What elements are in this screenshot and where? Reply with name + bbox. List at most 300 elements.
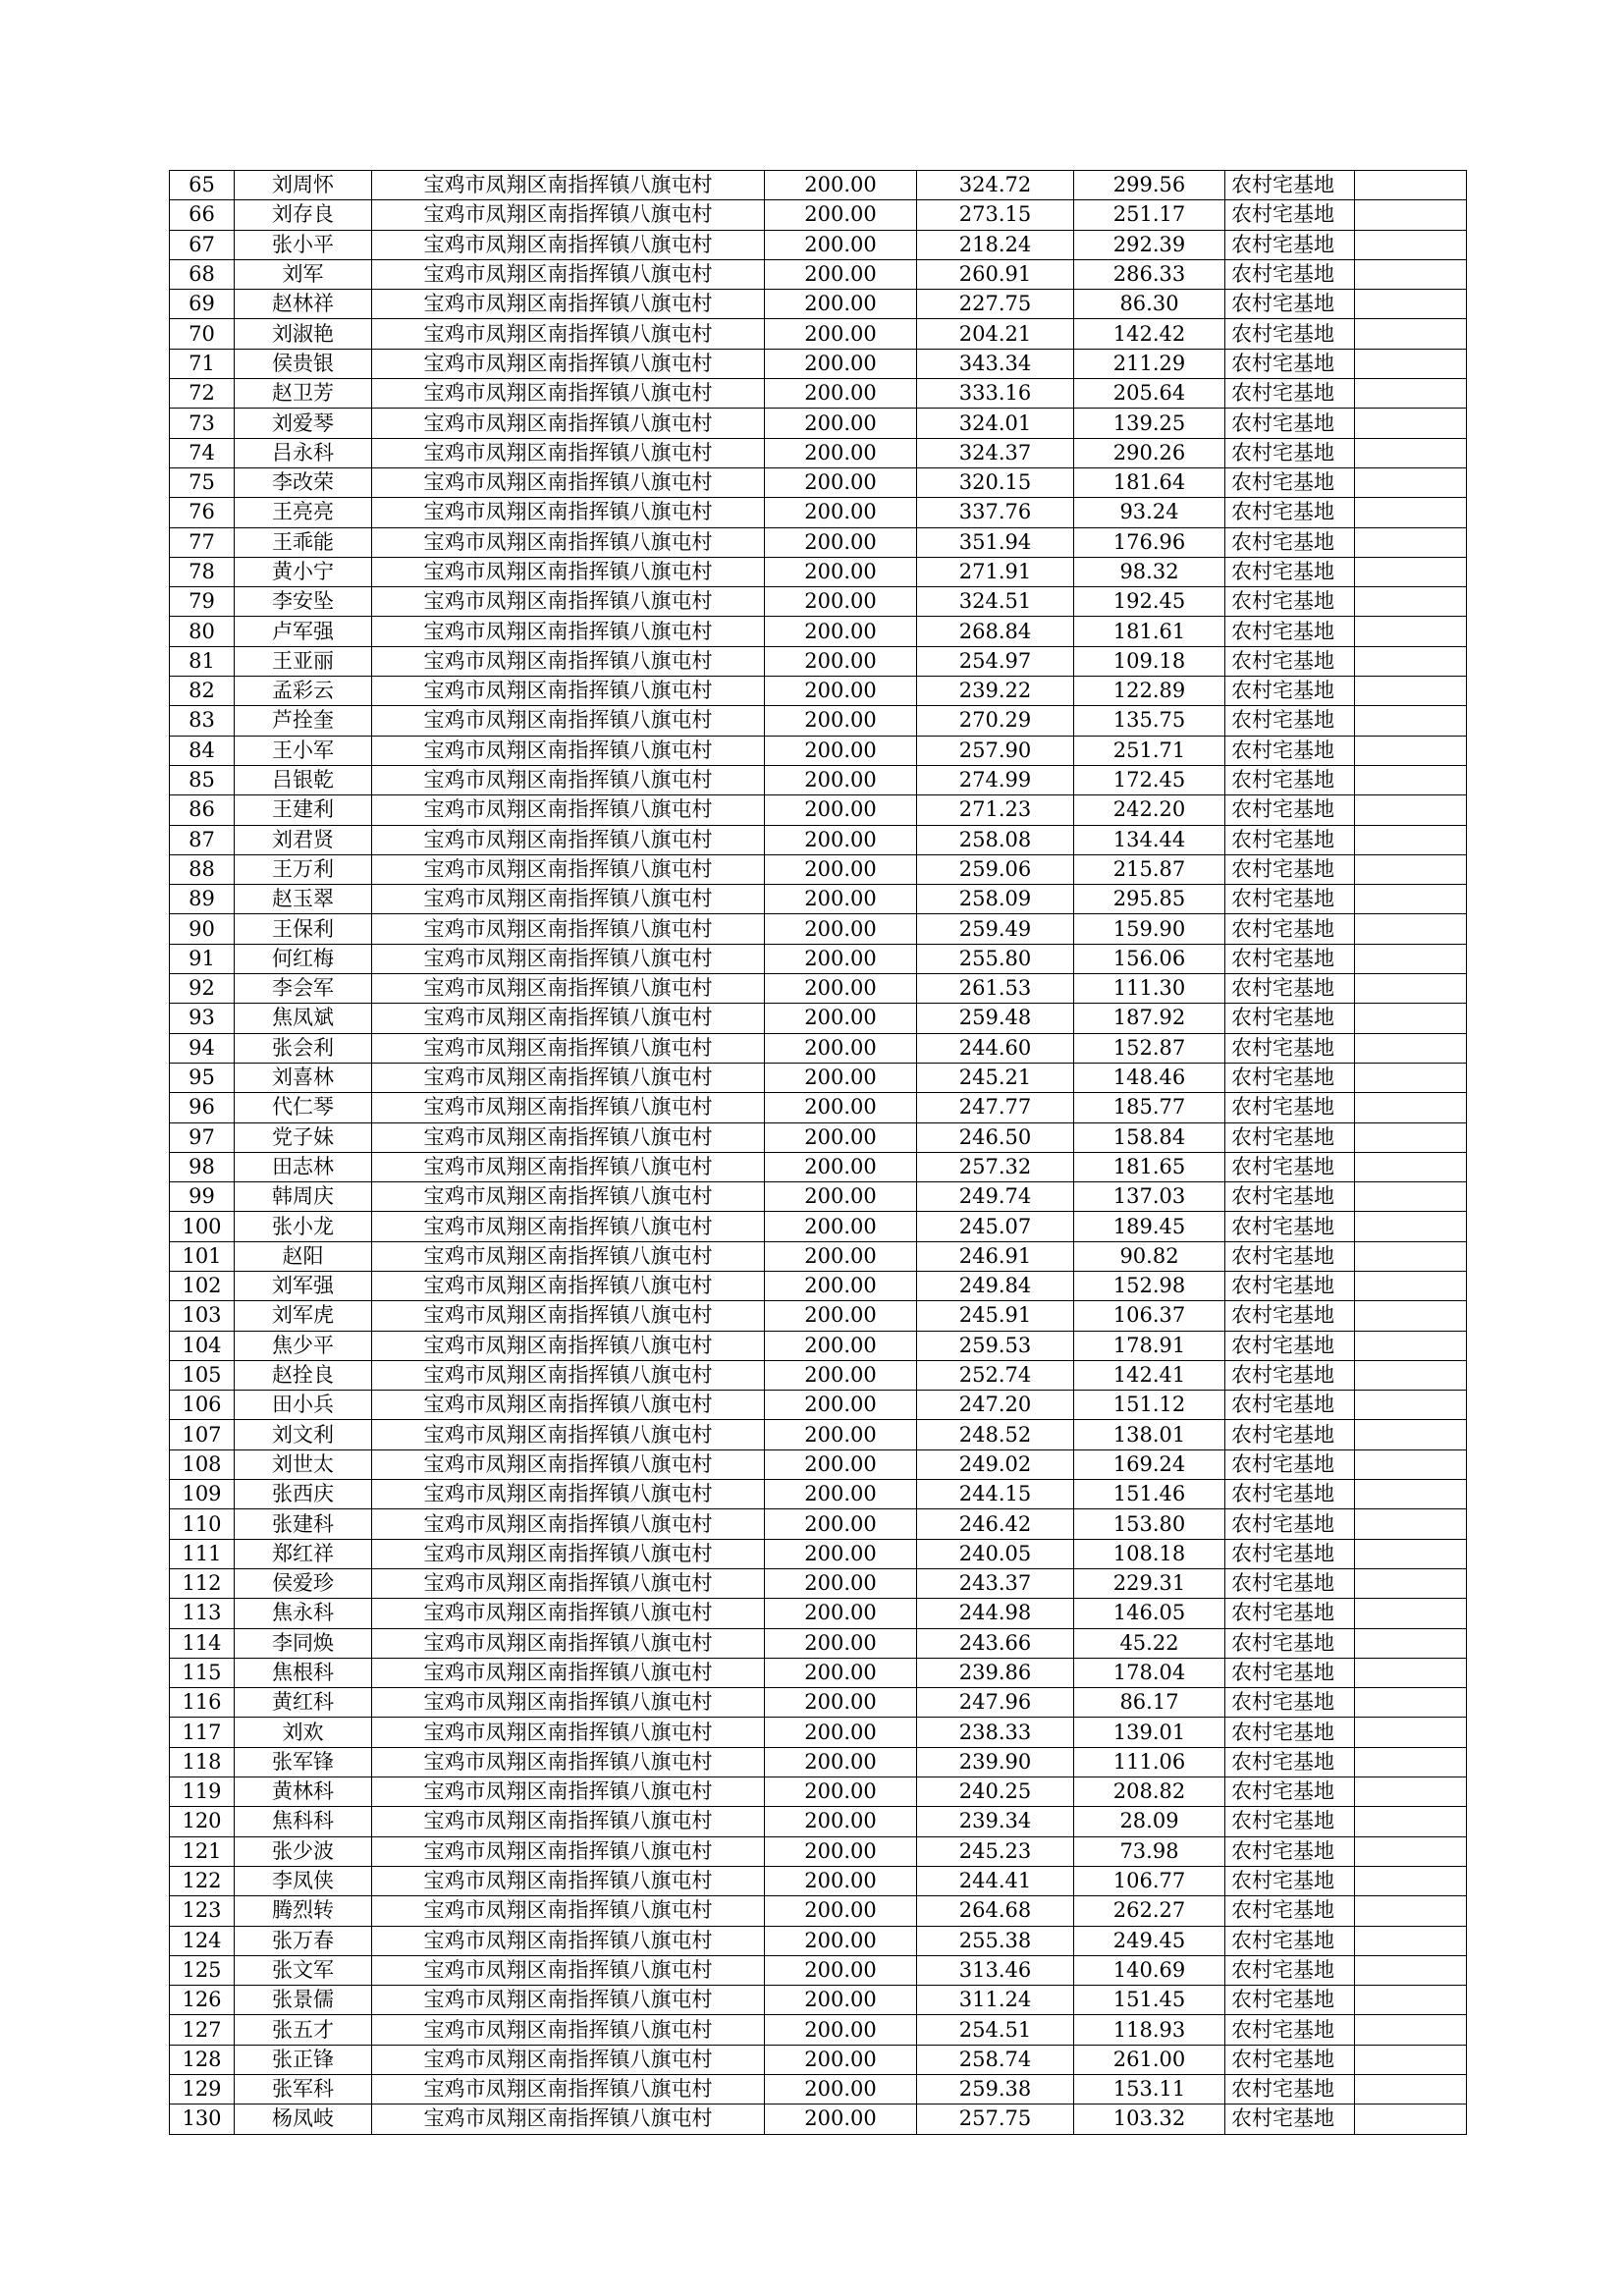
- building-area-cell: 153.11: [1074, 2075, 1225, 2105]
- approved-area-cell: 227.75: [917, 290, 1074, 319]
- standard-area-cell: 200.00: [765, 1926, 917, 1955]
- address-cell: 宝鸡市凤翔区南指挥镇八旗屯村: [372, 765, 765, 794]
- remarks-cell: [1355, 2075, 1467, 2105]
- remarks-cell: [1355, 171, 1467, 200]
- row-number-cell: 101: [170, 1241, 235, 1271]
- building-area-cell: 151.46: [1074, 1480, 1225, 1509]
- row-number-cell: 86: [170, 795, 235, 825]
- remarks-cell: [1355, 1063, 1467, 1092]
- building-area-cell: 286.33: [1074, 259, 1225, 289]
- owner-name-cell: 韩周庆: [235, 1182, 372, 1212]
- standard-area-cell: 200.00: [765, 1747, 917, 1777]
- row-number-cell: 87: [170, 825, 235, 854]
- owner-name-cell: 张景儒: [235, 1986, 372, 2015]
- standard-area-cell: 200.00: [765, 1093, 917, 1122]
- land-type-cell: 农村宅基地: [1225, 587, 1355, 617]
- standard-area-cell: 200.00: [765, 2015, 917, 2045]
- remarks-cell: [1355, 677, 1467, 706]
- building-area-cell: 142.41: [1074, 1360, 1225, 1390]
- address-cell: 宝鸡市凤翔区南指挥镇八旗屯村: [372, 557, 765, 586]
- remarks-cell: [1355, 1449, 1467, 1479]
- owner-name-cell: 王保利: [235, 914, 372, 944]
- table-row: [170, 1033, 1467, 1063]
- owner-name-cell: 李会军: [235, 974, 372, 1004]
- remarks-cell: [1355, 885, 1467, 914]
- building-area-cell: 251.71: [1074, 736, 1225, 765]
- row-number-cell: 83: [170, 706, 235, 736]
- building-area-cell: 152.87: [1074, 1033, 1225, 1063]
- row-number-cell: 68: [170, 259, 235, 289]
- approved-area-cell: 324.01: [917, 409, 1074, 438]
- owner-name-cell: 卢军强: [235, 617, 372, 646]
- row-number-cell: 66: [170, 200, 235, 230]
- table-row: [170, 974, 1467, 1004]
- land-type-cell: 农村宅基地: [1225, 1391, 1355, 1420]
- building-area-cell: 176.96: [1074, 527, 1225, 557]
- land-type-cell: 农村宅基地: [1225, 765, 1355, 794]
- address-cell: 宝鸡市凤翔区南指挥镇八旗屯村: [372, 259, 765, 289]
- address-cell: 宝鸡市凤翔区南指挥镇八旗屯村: [372, 379, 765, 409]
- row-number-cell: 81: [170, 646, 235, 676]
- table-row: [170, 290, 1467, 319]
- land-type-cell: 农村宅基地: [1225, 1747, 1355, 1777]
- table-row: [170, 1539, 1467, 1568]
- approved-area-cell: 247.77: [917, 1093, 1074, 1122]
- address-cell: 宝鸡市凤翔区南指挥镇八旗屯村: [372, 1063, 765, 1092]
- building-area-cell: 109.18: [1074, 646, 1225, 676]
- owner-name-cell: 侯贵银: [235, 349, 372, 378]
- land-type-cell: 农村宅基地: [1225, 944, 1355, 973]
- owner-name-cell: 代仁琴: [235, 1093, 372, 1122]
- address-cell: 宝鸡市凤翔区南指挥镇八旗屯村: [372, 349, 765, 378]
- row-number-cell: 69: [170, 290, 235, 319]
- approved-area-cell: 258.74: [917, 2045, 1074, 2074]
- building-area-cell: 229.31: [1074, 1568, 1225, 1598]
- building-area-cell: 299.56: [1074, 171, 1225, 200]
- remarks-cell: [1355, 1658, 1467, 1687]
- owner-name-cell: 李改荣: [235, 467, 372, 497]
- approved-area-cell: 324.51: [917, 587, 1074, 617]
- row-number-cell: 80: [170, 617, 235, 646]
- row-number-cell: 107: [170, 1420, 235, 1449]
- standard-area-cell: 200.00: [765, 1599, 917, 1628]
- land-type-cell: 农村宅基地: [1225, 736, 1355, 765]
- address-cell: 宝鸡市凤翔区南指挥镇八旗屯村: [372, 825, 765, 854]
- address-cell: 宝鸡市凤翔区南指挥镇八旗屯村: [372, 319, 765, 349]
- approved-area-cell: 261.53: [917, 974, 1074, 1004]
- approved-area-cell: 246.42: [917, 1509, 1074, 1539]
- remarks-cell: [1355, 1955, 1467, 1985]
- standard-area-cell: 200.00: [765, 1539, 917, 1568]
- owner-name-cell: 黄小宁: [235, 557, 372, 586]
- owner-name-cell: 张小平: [235, 230, 372, 259]
- land-type-cell: 农村宅基地: [1225, 1301, 1355, 1331]
- building-area-cell: 142.42: [1074, 319, 1225, 349]
- row-number-cell: 113: [170, 1599, 235, 1628]
- remarks-cell: [1355, 1568, 1467, 1598]
- remarks-cell: [1355, 1896, 1467, 1926]
- owner-name-cell: 王万利: [235, 854, 372, 884]
- address-cell: 宝鸡市凤翔区南指挥镇八旗屯村: [372, 706, 765, 736]
- building-area-cell: 137.03: [1074, 1182, 1225, 1212]
- row-number-cell: 70: [170, 319, 235, 349]
- building-area-cell: 98.32: [1074, 557, 1225, 586]
- approved-area-cell: 268.84: [917, 617, 1074, 646]
- table-row: [170, 498, 1467, 527]
- approved-area-cell: 259.49: [917, 914, 1074, 944]
- address-cell: 宝鸡市凤翔区南指挥镇八旗屯村: [372, 1926, 765, 1955]
- table-row: [170, 914, 1467, 944]
- remarks-cell: [1355, 1004, 1467, 1033]
- row-number-cell: 120: [170, 1807, 235, 1836]
- standard-area-cell: 200.00: [765, 200, 917, 230]
- building-area-cell: 90.82: [1074, 1241, 1225, 1271]
- standard-area-cell: 200.00: [765, 677, 917, 706]
- owner-name-cell: 张万春: [235, 1926, 372, 1955]
- land-type-cell: 农村宅基地: [1225, 677, 1355, 706]
- land-type-cell: 农村宅基地: [1225, 1420, 1355, 1449]
- standard-area-cell: 200.00: [765, 1122, 917, 1152]
- table-row: [170, 854, 1467, 884]
- table-row: [170, 1688, 1467, 1718]
- land-type-cell: 农村宅基地: [1225, 825, 1355, 854]
- address-cell: 宝鸡市凤翔区南指挥镇八旗屯村: [372, 1747, 765, 1777]
- land-type-cell: 农村宅基地: [1225, 527, 1355, 557]
- standard-area-cell: 200.00: [765, 171, 917, 200]
- owner-name-cell: 焦凤斌: [235, 1004, 372, 1033]
- approved-area-cell: 274.99: [917, 765, 1074, 794]
- owner-name-cell: 吕永科: [235, 438, 372, 467]
- land-type-cell: 农村宅基地: [1225, 885, 1355, 914]
- land-type-cell: 农村宅基地: [1225, 290, 1355, 319]
- land-type-cell: 农村宅基地: [1225, 1033, 1355, 1063]
- address-cell: 宝鸡市凤翔区南指挥镇八旗屯村: [372, 409, 765, 438]
- row-number-cell: 116: [170, 1688, 235, 1718]
- row-number-cell: 103: [170, 1301, 235, 1331]
- approved-area-cell: 255.80: [917, 944, 1074, 973]
- row-number-cell: 79: [170, 587, 235, 617]
- address-cell: 宝鸡市凤翔区南指挥镇八旗屯村: [372, 1391, 765, 1420]
- row-number-cell: 85: [170, 765, 235, 794]
- standard-area-cell: 200.00: [765, 914, 917, 944]
- table-row: [170, 1747, 1467, 1777]
- address-cell: 宝鸡市凤翔区南指挥镇八旗屯村: [372, 885, 765, 914]
- standard-area-cell: 200.00: [765, 1480, 917, 1509]
- address-cell: 宝鸡市凤翔区南指挥镇八旗屯村: [372, 1896, 765, 1926]
- table-row: [170, 1182, 1467, 1212]
- remarks-cell: [1355, 1539, 1467, 1568]
- land-type-cell: 农村宅基地: [1225, 557, 1355, 586]
- address-cell: 宝鸡市凤翔区南指挥镇八旗屯村: [372, 467, 765, 497]
- remarks-cell: [1355, 1093, 1467, 1122]
- standard-area-cell: 200.00: [765, 736, 917, 765]
- land-type-cell: 农村宅基地: [1225, 2075, 1355, 2105]
- table-row: [170, 1718, 1467, 1747]
- address-cell: 宝鸡市凤翔区南指挥镇八旗屯村: [372, 1777, 765, 1807]
- standard-area-cell: 200.00: [765, 1063, 917, 1092]
- approved-area-cell: 239.90: [917, 1747, 1074, 1777]
- building-area-cell: 208.82: [1074, 1777, 1225, 1807]
- owner-name-cell: 王小军: [235, 736, 372, 765]
- land-type-cell: 农村宅基地: [1225, 1093, 1355, 1122]
- address-cell: 宝鸡市凤翔区南指挥镇八旗屯村: [372, 617, 765, 646]
- row-number-cell: 117: [170, 1718, 235, 1747]
- row-number-cell: 109: [170, 1480, 235, 1509]
- row-number-cell: 76: [170, 498, 235, 527]
- owner-name-cell: 张少波: [235, 1836, 372, 1866]
- building-area-cell: 140.69: [1074, 1955, 1225, 1985]
- building-area-cell: 146.05: [1074, 1599, 1225, 1628]
- land-type-cell: 农村宅基地: [1225, 617, 1355, 646]
- row-number-cell: 90: [170, 914, 235, 944]
- standard-area-cell: 200.00: [765, 1568, 917, 1598]
- approved-area-cell: 245.91: [917, 1301, 1074, 1331]
- approved-area-cell: 243.66: [917, 1628, 1074, 1658]
- standard-area-cell: 200.00: [765, 1896, 917, 1926]
- row-number-cell: 108: [170, 1449, 235, 1479]
- land-type-cell: 农村宅基地: [1225, 319, 1355, 349]
- address-cell: 宝鸡市凤翔区南指挥镇八旗屯村: [372, 1539, 765, 1568]
- remarks-cell: [1355, 587, 1467, 617]
- address-cell: 宝鸡市凤翔区南指挥镇八旗屯村: [372, 1628, 765, 1658]
- remarks-cell: [1355, 1688, 1467, 1718]
- address-cell: 宝鸡市凤翔区南指挥镇八旗屯村: [372, 438, 765, 467]
- owner-name-cell: 张建科: [235, 1509, 372, 1539]
- address-cell: 宝鸡市凤翔区南指挥镇八旗屯村: [372, 646, 765, 676]
- remarks-cell: [1355, 1033, 1467, 1063]
- standard-area-cell: 200.00: [765, 1509, 917, 1539]
- remarks-cell: [1355, 1271, 1467, 1300]
- address-cell: 宝鸡市凤翔区南指挥镇八旗屯村: [372, 200, 765, 230]
- owner-name-cell: 赵林祥: [235, 290, 372, 319]
- standard-area-cell: 200.00: [765, 1628, 917, 1658]
- standard-area-cell: 200.00: [765, 765, 917, 794]
- approved-area-cell: 258.08: [917, 825, 1074, 854]
- approved-area-cell: 245.23: [917, 1836, 1074, 1866]
- land-type-cell: 农村宅基地: [1225, 854, 1355, 884]
- remarks-cell: [1355, 527, 1467, 557]
- remarks-cell: [1355, 259, 1467, 289]
- remarks-cell: [1355, 765, 1467, 794]
- table-row: [170, 825, 1467, 854]
- land-type-cell: 农村宅基地: [1225, 1182, 1355, 1212]
- table-row: [170, 527, 1467, 557]
- remarks-cell: [1355, 1986, 1467, 2015]
- remarks-cell: [1355, 319, 1467, 349]
- row-number-cell: 74: [170, 438, 235, 467]
- building-area-cell: 103.32: [1074, 2105, 1225, 2134]
- land-type-cell: 农村宅基地: [1225, 1866, 1355, 1895]
- owner-name-cell: 张正锋: [235, 2045, 372, 2074]
- table-row: [170, 587, 1467, 617]
- owner-name-cell: 焦少平: [235, 1331, 372, 1360]
- table-row: [170, 885, 1467, 914]
- land-type-cell: 农村宅基地: [1225, 1360, 1355, 1390]
- standard-area-cell: 200.00: [765, 467, 917, 497]
- approved-area-cell: 351.94: [917, 527, 1074, 557]
- land-type-cell: 农村宅基地: [1225, 1539, 1355, 1568]
- building-area-cell: 158.84: [1074, 1122, 1225, 1152]
- approved-area-cell: 343.34: [917, 349, 1074, 378]
- building-area-cell: 135.75: [1074, 706, 1225, 736]
- remarks-cell: [1355, 854, 1467, 884]
- row-number-cell: 75: [170, 467, 235, 497]
- approved-area-cell: 239.34: [917, 1807, 1074, 1836]
- building-area-cell: 181.64: [1074, 467, 1225, 497]
- remarks-cell: [1355, 438, 1467, 467]
- table-row: [170, 1777, 1467, 1807]
- owner-name-cell: 党子妹: [235, 1122, 372, 1152]
- table-row: [170, 319, 1467, 349]
- remarks-cell: [1355, 2015, 1467, 2045]
- land-type-cell: 农村宅基地: [1225, 467, 1355, 497]
- table-row: [170, 795, 1467, 825]
- land-type-cell: 农村宅基地: [1225, 1568, 1355, 1598]
- building-area-cell: 205.64: [1074, 379, 1225, 409]
- standard-area-cell: 200.00: [765, 290, 917, 319]
- owner-name-cell: 何红梅: [235, 944, 372, 973]
- land-type-cell: 农村宅基地: [1225, 498, 1355, 527]
- standard-area-cell: 200.00: [765, 974, 917, 1004]
- land-type-cell: 农村宅基地: [1225, 1449, 1355, 1479]
- approved-area-cell: 246.50: [917, 1122, 1074, 1152]
- standard-area-cell: 200.00: [765, 2045, 917, 2074]
- building-area-cell: 178.04: [1074, 1658, 1225, 1687]
- approved-area-cell: 244.41: [917, 1866, 1074, 1895]
- owner-name-cell: 刘爱琴: [235, 409, 372, 438]
- remarks-cell: [1355, 795, 1467, 825]
- land-type-cell: 农村宅基地: [1225, 379, 1355, 409]
- land-type-cell: 农村宅基地: [1225, 1122, 1355, 1152]
- standard-area-cell: 200.00: [765, 1331, 917, 1360]
- owner-name-cell: 李凤侠: [235, 1866, 372, 1895]
- standard-area-cell: 200.00: [765, 1391, 917, 1420]
- row-number-cell: 98: [170, 1152, 235, 1181]
- row-number-cell: 119: [170, 1777, 235, 1807]
- approved-area-cell: 264.68: [917, 1896, 1074, 1926]
- table-row: [170, 1955, 1467, 1985]
- address-cell: 宝鸡市凤翔区南指挥镇八旗屯村: [372, 1271, 765, 1300]
- land-type-cell: 农村宅基地: [1225, 259, 1355, 289]
- table-row: [170, 944, 1467, 973]
- owner-name-cell: 张军锋: [235, 1747, 372, 1777]
- owner-name-cell: 张西庆: [235, 1480, 372, 1509]
- standard-area-cell: 200.00: [765, 646, 917, 676]
- approved-area-cell: 239.22: [917, 677, 1074, 706]
- row-number-cell: 78: [170, 557, 235, 586]
- row-number-cell: 96: [170, 1093, 235, 1122]
- address-cell: 宝鸡市凤翔区南指挥镇八旗屯村: [372, 1718, 765, 1747]
- standard-area-cell: 200.00: [765, 1271, 917, 1300]
- land-type-cell: 农村宅基地: [1225, 1480, 1355, 1509]
- building-area-cell: 45.22: [1074, 1628, 1225, 1658]
- table-row: [170, 1926, 1467, 1955]
- owner-name-cell: 王乖能: [235, 527, 372, 557]
- table-row: [170, 1212, 1467, 1241]
- row-number-cell: 104: [170, 1331, 235, 1360]
- remarks-cell: [1355, 379, 1467, 409]
- row-number-cell: 106: [170, 1391, 235, 1420]
- row-number-cell: 124: [170, 1926, 235, 1955]
- row-number-cell: 89: [170, 885, 235, 914]
- remarks-cell: [1355, 349, 1467, 378]
- address-cell: 宝鸡市凤翔区南指挥镇八旗屯村: [372, 854, 765, 884]
- row-number-cell: 73: [170, 409, 235, 438]
- owner-name-cell: 焦科科: [235, 1807, 372, 1836]
- remarks-cell: [1355, 467, 1467, 497]
- standard-area-cell: 200.00: [765, 1866, 917, 1895]
- land-type-cell: 农村宅基地: [1225, 1241, 1355, 1271]
- table-row: [170, 1480, 1467, 1509]
- standard-area-cell: 200.00: [765, 1836, 917, 1866]
- remarks-cell: [1355, 914, 1467, 944]
- owner-name-cell: 焦永科: [235, 1599, 372, 1628]
- remarks-cell: [1355, 646, 1467, 676]
- row-number-cell: 72: [170, 379, 235, 409]
- standard-area-cell: 200.00: [765, 379, 917, 409]
- address-cell: 宝鸡市凤翔区南指挥镇八旗屯村: [372, 914, 765, 944]
- owner-name-cell: 孟彩云: [235, 677, 372, 706]
- standard-area-cell: 200.00: [765, 587, 917, 617]
- standard-area-cell: 200.00: [765, 319, 917, 349]
- address-cell: 宝鸡市凤翔区南指挥镇八旗屯村: [372, 1182, 765, 1212]
- building-area-cell: 189.45: [1074, 1212, 1225, 1241]
- table-row: [170, 1271, 1467, 1300]
- land-type-cell: 农村宅基地: [1225, 2105, 1355, 2134]
- standard-area-cell: 200.00: [765, 1955, 917, 1985]
- approved-area-cell: 248.52: [917, 1420, 1074, 1449]
- owner-name-cell: 王亚丽: [235, 646, 372, 676]
- owner-name-cell: 焦根科: [235, 1658, 372, 1687]
- approved-area-cell: 247.20: [917, 1391, 1074, 1420]
- table-row: [170, 1093, 1467, 1122]
- address-cell: 宝鸡市凤翔区南指挥镇八旗屯村: [372, 1093, 765, 1122]
- building-area-cell: 181.65: [1074, 1152, 1225, 1181]
- table-row: [170, 259, 1467, 289]
- table-row: [170, 1152, 1467, 1181]
- approved-area-cell: 244.15: [917, 1480, 1074, 1509]
- standard-area-cell: 200.00: [765, 1182, 917, 1212]
- table-row: [170, 765, 1467, 794]
- approved-area-cell: 320.15: [917, 467, 1074, 497]
- owner-name-cell: 王亮亮: [235, 498, 372, 527]
- row-number-cell: 130: [170, 2105, 235, 2134]
- standard-area-cell: 200.00: [765, 409, 917, 438]
- owner-name-cell: 赵阳: [235, 1241, 372, 1271]
- row-number-cell: 111: [170, 1539, 235, 1568]
- row-number-cell: 71: [170, 349, 235, 378]
- table-row: [170, 1807, 1467, 1836]
- approved-area-cell: 245.21: [917, 1063, 1074, 1092]
- land-type-cell: 农村宅基地: [1225, 409, 1355, 438]
- approved-area-cell: 337.76: [917, 498, 1074, 527]
- approved-area-cell: 324.37: [917, 438, 1074, 467]
- building-area-cell: 151.45: [1074, 1986, 1225, 2015]
- land-type-cell: 农村宅基地: [1225, 646, 1355, 676]
- standard-area-cell: 200.00: [765, 1152, 917, 1181]
- standard-area-cell: 200.00: [765, 349, 917, 378]
- table-row: [170, 1122, 1467, 1152]
- address-cell: 宝鸡市凤翔区南指挥镇八旗屯村: [372, 290, 765, 319]
- approved-area-cell: 257.32: [917, 1152, 1074, 1181]
- address-cell: 宝鸡市凤翔区南指挥镇八旗屯村: [372, 1955, 765, 1985]
- owner-name-cell: 刘喜林: [235, 1063, 372, 1092]
- approved-area-cell: 252.74: [917, 1360, 1074, 1390]
- address-cell: 宝鸡市凤翔区南指挥镇八旗屯村: [372, 2105, 765, 2134]
- row-number-cell: 127: [170, 2015, 235, 2045]
- remarks-cell: [1355, 557, 1467, 586]
- standard-area-cell: 200.00: [765, 1777, 917, 1807]
